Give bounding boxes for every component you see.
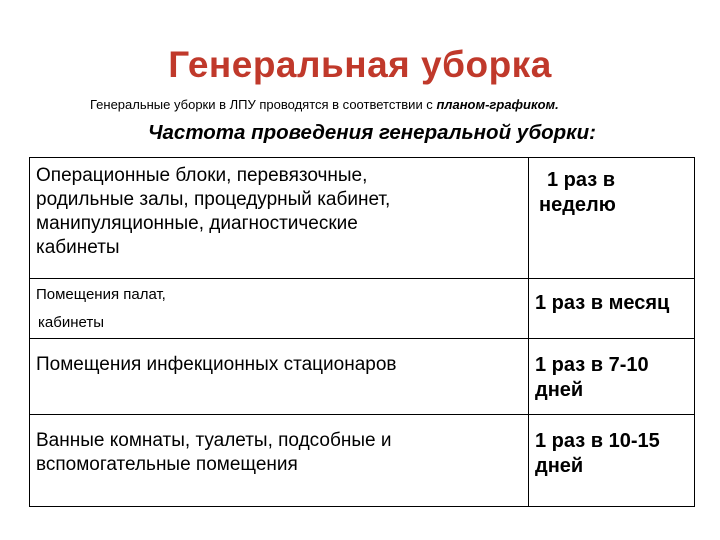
room-type-line: вспомогательные помещения [36,454,298,475]
subtitle-emphasis: планом-графиком. [436,97,559,112]
room-type-line: манипуляционные, диагностические [36,213,358,234]
frequency-line: 1 раз в месяц [535,292,670,314]
frequency-line: дней [535,455,584,477]
frequency-line: неделю [539,194,616,216]
room-type-line: Операционные блоки, перевязочные, [36,165,368,186]
table-row [30,158,695,279]
room-type-cell [30,279,529,339]
subtitle [90,97,559,112]
table-row [30,339,695,415]
frequency-line: 1 раз в 10-15 [535,430,660,452]
room-type-line: Ванные комнаты, туалеты, подсобные и [36,430,392,451]
section-heading: Частота проведения генеральной уборки: [148,121,596,144]
frequency-cell [529,415,695,507]
room-type-line: кабинеты [38,314,104,331]
table-row [30,279,695,339]
room-type-line: Помещения инфекционных стационаров [36,354,397,375]
room-type-line: родильные залы, процедурный кабинет, [36,189,391,210]
room-type-cell [30,415,529,507]
frequency-cell [529,158,695,279]
frequency-cell [529,279,695,339]
frequency-line: 1 раз в 7-10 [535,354,649,376]
frequency-cell [529,339,695,415]
room-type-line: Помещения палат, [36,286,166,303]
table-row [30,415,695,507]
cleaning-frequency-table [29,157,695,507]
room-type-cell [30,339,529,415]
room-type-cell [30,158,529,279]
room-type-line: кабинеты [36,237,120,258]
frequency-line: 1 раз в [547,169,616,191]
frequency-line: дней [535,379,584,401]
page-title: Генеральная уборка [168,44,552,85]
subtitle-text: Генеральные уборки в ЛПУ проводятся в соответствии с [90,97,437,112]
